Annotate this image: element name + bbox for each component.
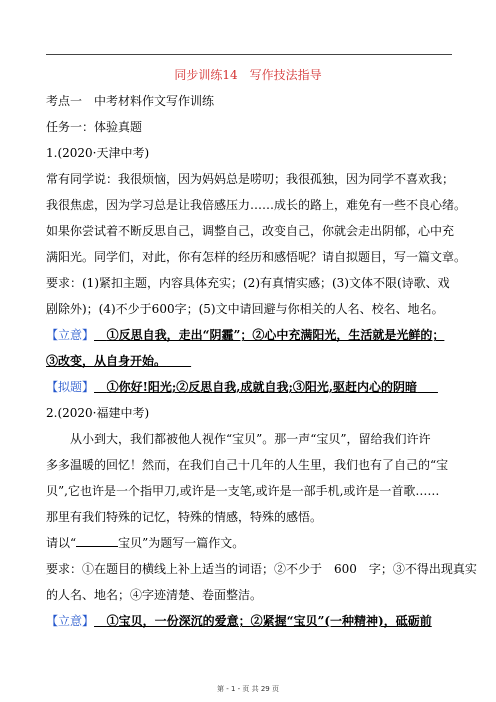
question-2-req-line-1: 要求：①在题目的横线上补上适当的词语；②不少于 600 字；③不得出现真实: [46, 562, 477, 576]
task-heading: 任务一：体验真题: [46, 120, 143, 134]
question-2-prompt: 请以“ 宝贝”为题写一篇作文。: [46, 536, 245, 550]
liyi-answer-2: ①宝贝，一份深沉的爱意；②紧握“宝贝”(一种精神)，砥砺前: [106, 614, 432, 628]
liyi-tag-2: 【立意】: [46, 614, 95, 628]
section-heading: 考点一 中考材料作文写作训练: [46, 94, 215, 108]
title-blank: [76, 535, 118, 547]
question-2-number: 2.(2020·福建中考): [46, 406, 150, 420]
question-1-liyi-line-2: ③改变，从自身开始。: [46, 354, 167, 368]
question-2-line-2: 多多温暖的回忆！然而，在我们自己十几年的人生里，我们也有了自己的“宝: [46, 458, 449, 472]
question-1-niti: [46, 379, 438, 395]
page-footer: 第 - 1 - 页 共 29 页: [217, 685, 279, 693]
question-1-liyi: [46, 327, 444, 343]
question-2-line-3: 贝”,它也许是一个指甲刀,或许是一支笔,或许是一部手机,或许是一首歌……: [46, 484, 440, 498]
liyi-tag: 【立意】: [46, 328, 95, 342]
question-1-line-5: 要求：(1)紧扣主题，内容具体充实；(2)有真情实感；(3)文体不限(诗歌、戏: [46, 276, 450, 290]
niti-answer: ①你好!阳光;②反思自我,成就自我;③阳光,驱赶内心的阴暗: [106, 380, 418, 394]
question-2-line-1: 从小到大，我们都被他人视作“宝贝”。那一声“宝贝”，留给我们许许: [70, 432, 431, 446]
question-1-line-3: 如果你尝试着不断反思自己，调整自己，改变自己，你就会走出阴郁，心中充: [46, 224, 455, 238]
header-rule: [46, 54, 452, 55]
question-2-liyi: [46, 613, 432, 629]
question-1-line-2: 我很焦虑，因为学习总是让我倍感压力……成长的路上，难免有一些不良心绪。: [46, 198, 467, 212]
question-1-line-1: 常有同学说：我很烦恼，因为妈妈总是唠叨；我很孤独，因为同学不喜欢我；: [46, 172, 455, 186]
niti-tag: 【拟题】: [46, 380, 95, 394]
question-1-line-4: 满阳光。同学们，对此，你有怎样的经历和感悟呢？请自拟题目，写一篇文章。: [46, 250, 467, 264]
question-2-line-4: 那里有我们特殊的记忆，特殊的情感，特殊的感悟。: [46, 510, 323, 524]
question-2-req-line-2: 的人名、地名；④字迹清楚、卷面整洁。: [46, 588, 263, 602]
liyi-answer-line-1: ①反思自我，走出“阴霾”；②心中充满阳光，生活就是光鲜的；: [106, 328, 445, 342]
question-1-line-6: 剧除外)；(4)不少于600字；(5)文中请回避与你相关的人名、校名、地名。: [46, 302, 444, 316]
page-title: 同步训练14 写作技法指导: [174, 68, 322, 82]
question-1-number: 1.(2020·天津中考): [46, 146, 150, 160]
